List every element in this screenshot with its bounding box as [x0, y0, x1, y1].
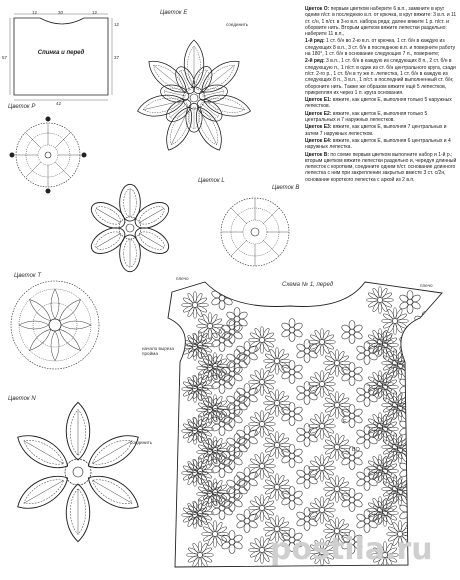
schematic-dim-top-mid: 30 — [58, 10, 64, 15]
instruction-paragraph — [305, 38, 457, 57]
instruction-paragraph — [305, 97, 457, 110]
instruction-heading: 1-й ряд: — [305, 38, 325, 45]
flower-e-label: Цветок Е — [160, 10, 188, 16]
scheme-lace-fill — [182, 287, 437, 569]
front-scheme — [168, 282, 442, 569]
shoulder-right-label: плечо — [420, 283, 433, 288]
instruction-body: первым цветком наберите 6 в.п., замкните в круг одним п/ст. в последнюю в.п. от крючка, в круг вяжите: 3 в.п. и 11 ст. с/н, 1 п/ст. в 3-ю в.п. набора ряда; далее вяжите 1 р. п/ст. и оборвите нить. Вторым цветком вяжите лепестки раздельно: наберите 11 в.п., — [305, 6, 457, 38]
flower-r-diagram — [10, 117, 87, 194]
instruction-paragraph — [305, 152, 457, 183]
neck-start-note: начало выреза пройма — [142, 346, 174, 356]
scheme-motif-e: Е — [343, 419, 347, 425]
scheme-motif-bo: ВО — [352, 447, 360, 453]
schematic-title: Спинка и перед — [37, 50, 85, 56]
instruction-paragraph — [305, 111, 457, 124]
instruction-body: по схеме первым цветком выполните набор и 1-й р.; вторым цветком вяжите лепестки раздельно и, чередуя длинный лепесток с коротким, соедините одним п/ст. основание длинного лепестка с ним при закреплении закрытых вместе 3 ст. с/2н, основание короткого лепестка с аркой из 2 в.п. — [305, 151, 457, 183]
instruction-paragraph — [305, 124, 457, 137]
instruction-heading: Цветок Е1: — [305, 97, 332, 104]
instruction-body: вяжите, как цветок Е, выполняя 6 центральных и 4 наружных лепестка. — [305, 137, 451, 151]
flower-r-label: Цветок Р — [8, 104, 36, 110]
scheme-title: Схема № 1, перед — [282, 282, 334, 288]
instruction-heading: Цветок В: — [305, 151, 329, 158]
instruction-heading: Цветок Е3: — [305, 124, 332, 131]
instruction-heading: Цветок О: — [305, 6, 330, 12]
flower-t-diagram — [11, 281, 99, 369]
schematic-outline — [14, 18, 108, 95]
flower-b-label: Цветок В — [272, 185, 300, 191]
flower-e-diagram — [135, 40, 252, 154]
instruction-body: 3 в.п., 1 ст. б/н в каждую из следующих 8 п., 2 ст. б/н в следующую п., 1 п/ст. в один из ст. б/н центрального круга, сзади п/ст. 2-го р., 1 ст. б/н в ту же п. лепестка, 1 ст. б/н в каждую из следующих 8 п., 3 в.п., 1 п/ст. в последний выполненный ст. б/н; обороните нить. Также же образом вяжите ещё 5 лепестков, прикрепляя их через 1 п. круга основания. — [305, 58, 456, 96]
schematic-dim-bottom: 42 — [56, 101, 62, 106]
garment-schematic — [10, 14, 112, 100]
instruction-paragraph — [305, 58, 457, 96]
instruction-body: вяжите, как цветок Е, выполняя 7 центральных и затем 7 наружных лепестков. — [305, 124, 447, 137]
flower-l-label: Цветок L — [198, 178, 225, 184]
flower-n-diagram — [12, 402, 144, 541]
instruction-heading: Цветок Е4: — [305, 137, 332, 144]
schematic-dim-top-right: 12 — [92, 10, 98, 15]
instructions-text — [305, 6, 457, 306]
flower-l-diagram — [87, 184, 173, 271]
schematic-dim-top-left: 12 — [32, 10, 38, 15]
instruction-heading: Цветок Е2: — [305, 110, 332, 117]
schematic-dim-left: 57 — [2, 55, 8, 60]
instruction-body: вяжите, как цветок Е, выполняя только 5 центральных и 7 наружных лепестков. — [305, 110, 428, 124]
instruction-paragraph — [305, 6, 457, 37]
flower-t-label: Цветок Т — [14, 273, 42, 279]
schematic-dim-side-top: 12 — [114, 22, 120, 27]
schematic-dim-side: 37 — [114, 55, 120, 60]
instruction-heading: 2-й ряд: — [305, 58, 325, 65]
join-note-bottom: соединить — [130, 440, 153, 445]
join-note-top: соединить — [226, 22, 249, 27]
flower-n-label: Цветок N — [8, 396, 36, 402]
instruction-body: 1 ст. б/н во 2-ю в.п. от крючка, 1 ст. б/н в каждую из следующих 8 в.п., 3 ст. б/н в последнюю в.п. и поверните работу на 180°, 1 ст. б/н в основание следующих 7 п., поверните; — [305, 38, 456, 58]
watermark-text: postila.ru — [270, 532, 433, 567]
instruction-paragraph — [305, 138, 457, 151]
shoulder-left-label: плечо — [176, 276, 189, 281]
instruction-body: вяжите, как цветок Е, выполняя только 5 наружных лепестков. — [305, 97, 452, 110]
flower-b-diagram — [221, 198, 289, 266]
